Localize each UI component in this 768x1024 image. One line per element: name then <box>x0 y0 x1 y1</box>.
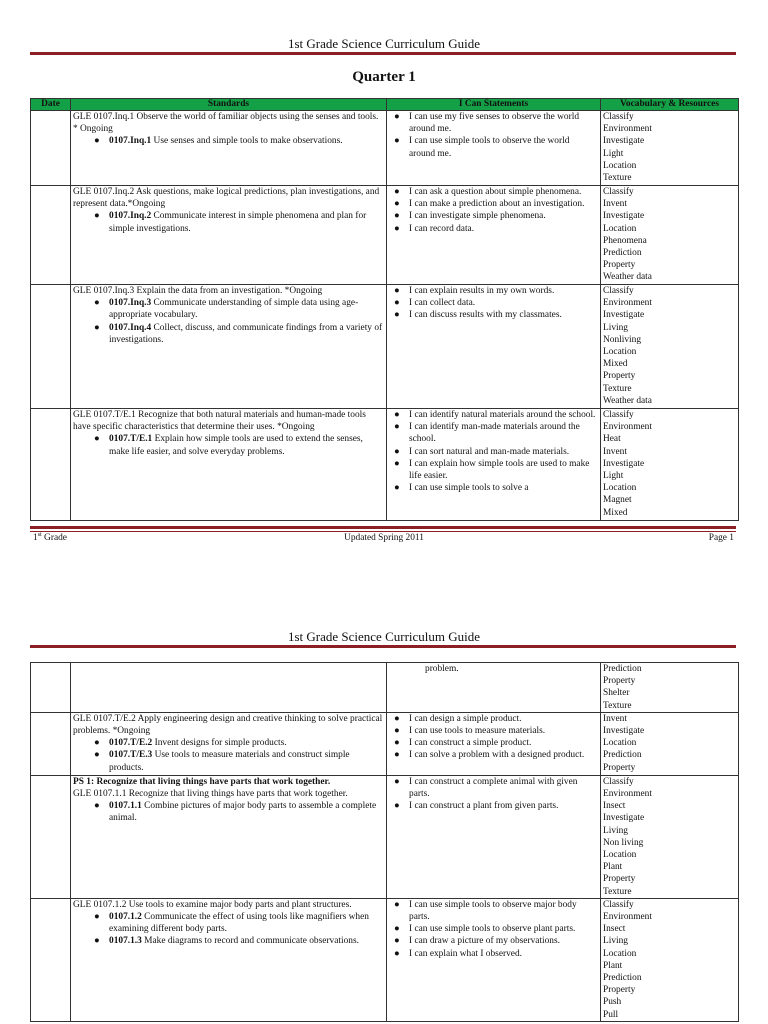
can-statement-text: I can collect data. <box>409 298 476 309</box>
vocabulary-word: Environment <box>603 422 652 433</box>
can-statement-list <box>387 713 598 762</box>
gle-text: GLE 0107.Inq.3 Explain the data from an investigation. *Ongoing <box>73 286 323 296</box>
vocabulary-word: Location <box>603 160 637 171</box>
can-statements-cell <box>387 285 601 409</box>
vocabulary-word: Texture <box>603 700 632 711</box>
vocabulary-word: Property <box>603 874 636 885</box>
can-statement <box>387 421 598 445</box>
date-cell <box>31 712 71 775</box>
bullet-icon: ● <box>394 924 400 935</box>
vocabulary-word: Investigate <box>603 813 645 824</box>
can-statement-text: I can investigate simple phenomena. <box>409 211 546 222</box>
can-statement <box>387 186 598 198</box>
can-statements-cell <box>387 663 601 713</box>
can-statement-text: I can use simple tools to solve a <box>409 483 529 494</box>
can-statement <box>387 297 598 309</box>
standards-cell <box>71 409 387 521</box>
vocabulary-word: Mixed <box>603 359 628 370</box>
can-statement <box>387 446 598 458</box>
checkpoint-text: Use tools to measure materials and construct simple products. <box>109 750 350 773</box>
can-statements-cell <box>387 775 601 898</box>
standard-heading: PS 1: Recognize that living things have parts that work together. <box>73 776 331 787</box>
vocabulary-word: Classify <box>603 187 634 197</box>
vocabulary-word: Investigate <box>603 458 645 469</box>
bullet-icon: ● <box>394 936 400 947</box>
bullet-icon: ● <box>94 801 100 812</box>
vocabulary-cell <box>601 186 739 285</box>
vocabulary-word: Location <box>603 347 637 358</box>
can-statement-text: I can design a simple product. <box>409 713 522 724</box>
vocabulary-word: Weather data <box>603 395 652 406</box>
table-row <box>31 775 739 898</box>
bullet-icon: ● <box>394 738 400 749</box>
can-statement-list <box>387 776 598 813</box>
header-vocabulary: Vocabulary & Resources <box>601 99 739 111</box>
vocabulary-word: Texture <box>603 173 632 184</box>
vocabulary-word: Light <box>603 148 624 159</box>
bullet-icon: ● <box>94 738 100 749</box>
bullet-icon: ● <box>394 422 400 433</box>
table-row <box>31 111 739 186</box>
can-statement <box>387 948 598 960</box>
checkpoint-code: 0107.Inq.1 <box>109 136 152 147</box>
checkpoint-code: 0107.T/E.1 <box>109 434 153 445</box>
curriculum-table-2 <box>30 662 739 1022</box>
vocabulary-word: Weather data <box>603 272 652 283</box>
can-statement <box>387 111 598 135</box>
can-statement-text: I can explain how simple tools are used to make life easier. <box>409 458 590 482</box>
footer-updated: Updated Spring 2011 <box>344 533 424 543</box>
checkpoint <box>73 935 384 947</box>
vocabulary-word: Phenomena <box>603 235 647 246</box>
checkpoint <box>73 749 384 773</box>
can-statement <box>387 749 598 761</box>
can-statement-list <box>387 111 598 160</box>
vocabulary-word: Investigate <box>603 211 645 222</box>
vocabulary-word: Living <box>603 825 628 836</box>
date-cell <box>31 663 71 713</box>
gle-text: GLE 0107.Inq.1 Observe the world of familiar objects using the senses and tools. * Ongoing <box>73 112 379 135</box>
document-title: 1st Grade Science Curriculum Guide <box>287 36 481 51</box>
checkpoint <box>73 322 384 346</box>
vocabulary-word: Classify <box>603 776 634 787</box>
checkpoint-text: Explain how simple tools are used to extend the senses, make life easier, and solve everyday problems. <box>109 434 363 457</box>
can-statement-list <box>387 285 598 322</box>
vocabulary-word: Classify <box>603 112 634 122</box>
checkpoint <box>73 210 384 234</box>
header-date: Date <box>31 99 71 111</box>
can-statements-cell <box>387 712 601 775</box>
vocabulary-word: Classify <box>603 286 634 296</box>
table-row <box>31 898 739 1021</box>
can-statements-cell <box>387 409 601 521</box>
bullet-icon: ● <box>94 298 100 309</box>
vocabulary-word: Property <box>603 260 636 271</box>
bullet-icon: ● <box>394 750 400 761</box>
vocabulary-word: Shelter <box>603 688 630 699</box>
bullet-icon: ● <box>394 776 400 787</box>
vocabulary-word: Living <box>603 322 628 333</box>
bullet-icon: ● <box>94 750 100 761</box>
checkpoint-code: 0107.1.1 <box>109 801 142 812</box>
can-statements-cell <box>387 111 601 186</box>
footer-grade-num: 1 <box>33 533 38 543</box>
can-statement-text: I can use my five senses to observe the world around me. <box>409 112 580 135</box>
checkpoint-code: 0107.1.3 <box>109 936 142 947</box>
date-cell <box>31 898 71 1021</box>
can-statements-cell <box>387 186 601 285</box>
vocabulary-word: Location <box>603 948 637 959</box>
vocabulary-word: Environment <box>603 124 652 135</box>
can-statement-text: I can use simple tools to observe plant parts. <box>409 924 576 935</box>
vocabulary-word: Environment <box>603 298 652 309</box>
vocabulary-word: Magnet <box>603 495 632 506</box>
vocabulary-word: Heat <box>603 434 621 445</box>
can-statements-cell <box>387 898 601 1021</box>
checkpoint <box>73 737 384 749</box>
vocabulary-word: Nonliving <box>603 334 642 345</box>
vocabulary-word: Location <box>603 850 637 861</box>
can-statement-list <box>387 409 598 494</box>
checkpoint-text: Combine pictures of major body parts to assemble a complete animal. <box>109 801 377 824</box>
standards-cell <box>71 663 387 713</box>
footer-grade-word: Grade <box>44 533 67 543</box>
checkpoint <box>73 911 384 935</box>
vocabulary-word: Invent <box>603 446 627 457</box>
can-statement-text: I can construct a complete animal with given parts. <box>409 776 578 800</box>
vocabulary-word: Location <box>603 223 637 234</box>
vocabulary-word: Environment <box>603 912 652 923</box>
can-statement <box>387 899 598 923</box>
vocabulary-cell <box>601 111 739 186</box>
gle-text: GLE 0107.T/E.1 Recognize that both natural materials and human-made tools have specific characteristics that determine their uses. *Ongoing <box>73 410 366 433</box>
vocabulary-word: Invent <box>603 199 627 210</box>
vocabulary-word: Investigate <box>603 726 645 737</box>
checkpoint-code: 0107.Inq.2 <box>109 211 152 222</box>
bullet-icon: ● <box>394 726 400 737</box>
vocabulary-word: Insect <box>603 801 626 812</box>
can-statement-text: I can explain what I observed. <box>409 948 522 959</box>
vocabulary-word: Environment <box>603 789 652 800</box>
footer-page-number: Page 1 <box>708 533 734 543</box>
vocabulary-cell <box>601 898 739 1021</box>
bullet-icon: ● <box>394 713 400 724</box>
vocabulary-cell <box>601 663 739 713</box>
vocabulary-word: Texture <box>603 383 632 394</box>
can-statement-continued: problem. <box>425 664 459 674</box>
bullet-icon: ● <box>94 322 100 333</box>
vocabulary-word: Invent <box>603 713 627 724</box>
bullet-icon: ● <box>394 310 400 321</box>
can-statement-text: I can discuss results with my classmates. <box>409 310 562 321</box>
date-cell <box>31 775 71 898</box>
checkpoint-code: 0107.T/E.3 <box>109 750 153 761</box>
vocabulary-word: Prediction <box>603 664 642 674</box>
can-statement <box>387 198 598 210</box>
vocabulary-word: Prediction <box>603 248 642 259</box>
can-statement <box>387 800 598 812</box>
can-statement-text: I can ask a question about simple phenomena. <box>409 187 582 197</box>
vocabulary-word: Insect <box>603 924 626 935</box>
checkpoint <box>73 800 384 824</box>
vocabulary-word: Plant <box>603 862 623 873</box>
checkpoint-code: 0107.Inq.3 <box>109 298 152 309</box>
can-statement <box>387 482 598 494</box>
date-cell <box>31 409 71 521</box>
can-statement-text: I can sort natural and man-made materials. <box>409 446 570 457</box>
can-statement <box>387 223 598 235</box>
can-statement <box>387 923 598 935</box>
can-statement-text: I can construct a plant from given parts. <box>409 801 559 812</box>
bullet-icon: ● <box>394 948 400 959</box>
bullet-icon: ● <box>394 483 400 494</box>
can-statement <box>387 458 598 482</box>
can-statement-list <box>387 899 598 960</box>
bullet-icon: ● <box>394 298 400 309</box>
table-row <box>31 712 739 775</box>
checkpoint-code: 0107.Inq.4 <box>109 322 152 333</box>
checkpoint-text: Make diagrams to record and communicate observations. <box>141 936 359 947</box>
checkpoint-text: Collect, discuss, and communicate findings from a variety of investigations. <box>109 322 383 345</box>
can-statement <box>387 409 598 421</box>
date-cell <box>31 111 71 186</box>
checkpoint <box>73 433 384 457</box>
vocabulary-word: Texture <box>603 886 632 897</box>
vocabulary-word: Property <box>603 762 636 773</box>
vocabulary-word: Property <box>603 676 636 687</box>
can-statement-text: I can explain results in my own words. <box>409 286 555 296</box>
table-row <box>31 285 739 409</box>
can-statement-text: I can solve a problem with a designed product. <box>409 750 585 761</box>
vocabulary-word: Location <box>603 483 637 494</box>
bullet-icon: ● <box>394 199 400 210</box>
vocabulary-word: Investigate <box>603 310 645 321</box>
can-statement-text: I can make a prediction about an investigation. <box>409 199 585 210</box>
vocabulary-word: Property <box>603 985 636 996</box>
table-row <box>31 663 739 713</box>
footer-grade-sup: st <box>37 531 42 538</box>
standards-cell <box>71 898 387 1021</box>
date-cell <box>31 186 71 285</box>
checkpoint <box>73 297 384 321</box>
vocabulary-word: Pull <box>603 1009 619 1020</box>
checkpoint-code: 0107.T/E.2 <box>109 738 153 749</box>
bullet-icon: ● <box>394 446 400 457</box>
can-statement-text: I can draw a picture of my observations. <box>409 936 560 947</box>
checkpoint-text: Use senses and simple tools to make observations. <box>151 136 343 147</box>
gle-text: GLE 0107.Inq.2 Ask questions, make logical predictions, plan investigations, and represent data.*Ongoing <box>73 187 380 210</box>
bullet-icon: ● <box>94 434 100 445</box>
vocabulary-word: Light <box>603 471 624 482</box>
can-statement-text: I can use simple tools to observe major body parts. <box>409 899 577 923</box>
standards-cell <box>71 775 387 898</box>
checkpoint-code: 0107.1.2 <box>109 912 142 923</box>
bullet-icon: ● <box>394 223 400 234</box>
vocabulary-cell <box>601 285 739 409</box>
bullet-icon: ● <box>394 899 400 910</box>
can-statement <box>387 935 598 947</box>
bullet-icon: ● <box>394 286 400 296</box>
can-statement <box>387 725 598 737</box>
document-title-2: 1st Grade Science Curriculum Guide <box>287 629 481 644</box>
can-statement-list <box>387 186 598 235</box>
bullet-icon: ● <box>394 112 400 122</box>
table-body-2 <box>31 663 739 1022</box>
can-statement-text: I can use simple tools to observe the world around me. <box>409 136 570 159</box>
header-can-statements: I Can Statements <box>387 99 601 111</box>
vocabulary-word: Push <box>603 997 622 1008</box>
vocabulary-word: Prediction <box>603 973 642 984</box>
gle-text: GLE 0107.1.1 Recognize that living things have parts that work together. <box>73 789 348 800</box>
bullet-icon: ● <box>394 410 400 420</box>
can-statement-text: I can identify natural materials around the school. <box>409 410 596 420</box>
bullet-icon: ● <box>394 801 400 812</box>
can-statement <box>387 135 598 159</box>
bullet-icon: ● <box>94 136 100 147</box>
header-standards: Standards <box>71 99 387 111</box>
vocabulary-word: Prediction <box>603 750 642 761</box>
standards-cell <box>71 111 387 186</box>
vocabulary-word: Location <box>603 738 637 749</box>
bullet-icon: ● <box>394 211 400 222</box>
vocabulary-word: Living <box>603 936 628 947</box>
table-row <box>31 409 739 521</box>
standards-cell <box>71 186 387 285</box>
can-statement <box>387 776 598 800</box>
bullet-icon: ● <box>394 136 400 147</box>
quarter-title: Quarter 1 <box>352 69 416 85</box>
table-row <box>31 186 739 285</box>
checkpoint-text: Communicate the effect of using tools like magnifiers when examining different body parts. <box>109 912 369 935</box>
checkpoint-text: Communicate interest in simple phenomena and plan for simple investigations. <box>109 211 367 234</box>
bullet-icon: ● <box>394 187 400 197</box>
footer-rule-thin <box>30 531 736 532</box>
vocabulary-word: Non living <box>603 837 644 848</box>
bullet-icon: ● <box>94 912 100 923</box>
checkpoint-text: Communicate understanding of simple data using age-appropriate vocabulary. <box>109 298 359 321</box>
checkpoint-text: Invent designs for simple products. <box>152 738 287 749</box>
standards-cell <box>71 712 387 775</box>
can-statement <box>387 713 598 725</box>
vocabulary-cell <box>601 775 739 898</box>
can-statement-text: I can use tools to measure materials. <box>409 726 546 737</box>
vocabulary-word: Mixed <box>603 507 628 518</box>
gle-text: GLE 0107.T/E.2 Apply engineering design and creative thinking to solve practical problems. *Ongoing <box>73 713 383 737</box>
can-statement-text: I can record data. <box>409 223 475 234</box>
vocabulary-word: Investigate <box>603 136 645 147</box>
vocabulary-word: Classify <box>603 410 634 420</box>
checkpoint <box>73 135 384 147</box>
vocabulary-word: Property <box>603 371 636 382</box>
bullet-icon: ● <box>94 211 100 222</box>
can-statement-text: I can construct a simple product. <box>409 738 532 749</box>
gle-text: GLE 0107.1.2 Use tools to examine major body parts and plant structures. <box>73 899 352 910</box>
table-body <box>31 111 739 521</box>
footer-rule <box>30 526 736 529</box>
title-rule <box>30 52 736 55</box>
vocabulary-word: Classify <box>603 899 634 910</box>
vocabulary-cell <box>601 409 739 521</box>
title-rule-2 <box>30 645 736 648</box>
table-header-row <box>31 99 739 111</box>
bullet-icon: ● <box>94 936 100 947</box>
can-statement <box>387 210 598 222</box>
curriculum-table <box>30 98 739 521</box>
vocabulary-word: Plant <box>603 960 623 971</box>
date-cell <box>31 285 71 409</box>
vocabulary-cell <box>601 712 739 775</box>
can-statement-text: I can identify man-made materials around the school. <box>409 422 580 445</box>
standards-cell <box>71 285 387 409</box>
page-2 <box>0 590 768 1024</box>
bullet-icon: ● <box>394 458 400 469</box>
can-statement <box>387 309 598 321</box>
can-statement <box>387 737 598 749</box>
can-statement <box>387 285 598 297</box>
